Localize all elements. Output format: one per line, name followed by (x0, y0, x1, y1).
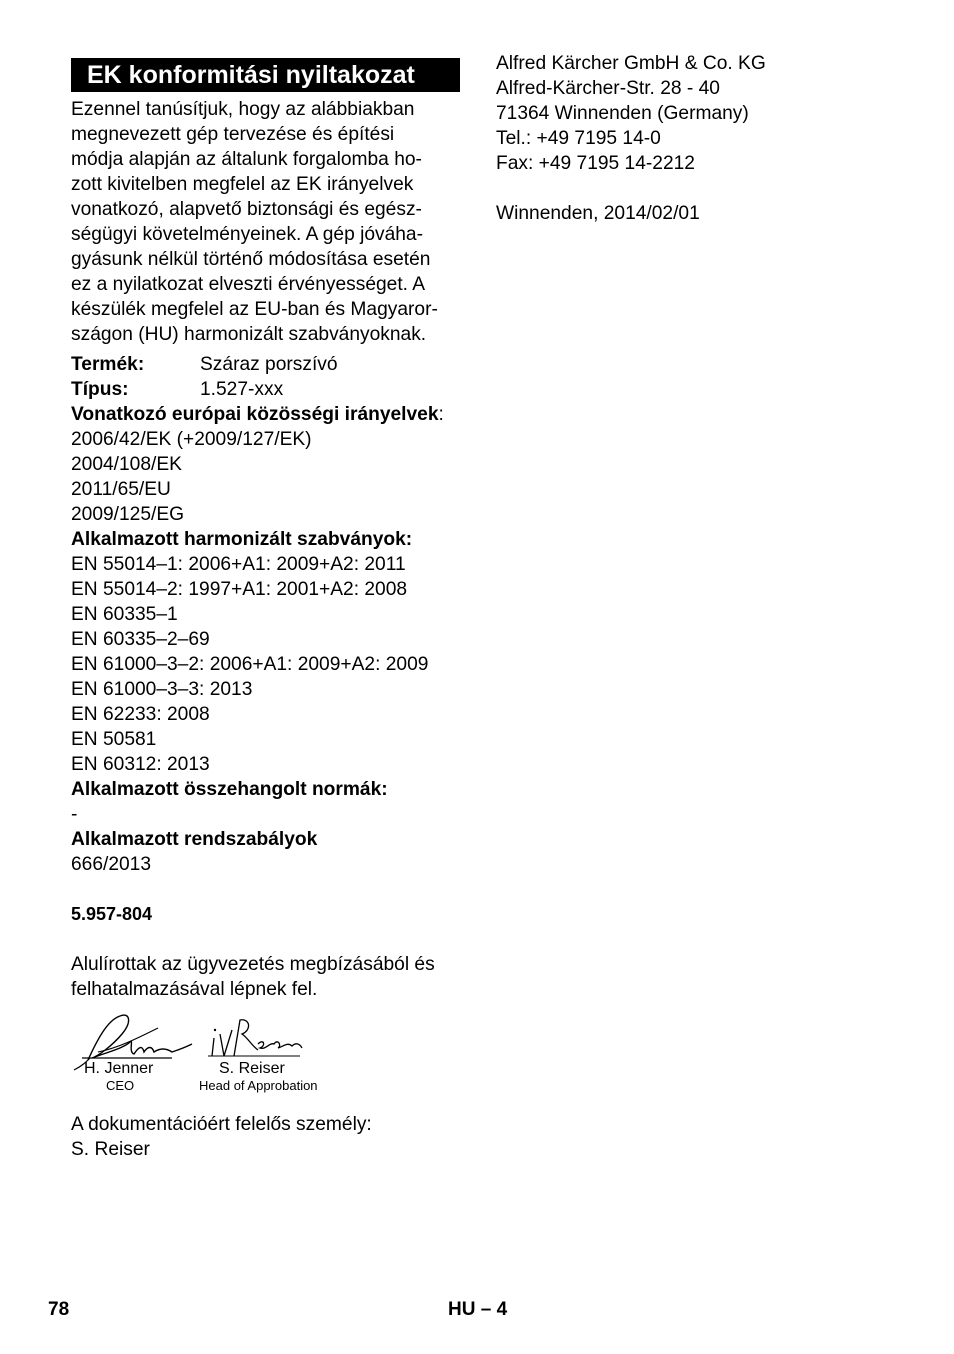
signatory-title: Head of Approbation (199, 1078, 318, 1093)
intro-line: szágon (HU) harmonizált szabványoknak. (71, 324, 427, 345)
standard-item: EN 60335–1 (71, 604, 178, 625)
signed-text-line: felhatalmazásával lépnek fel. (71, 979, 318, 1000)
intro-line: megnevezett gép tervezése és építési (71, 124, 395, 145)
intro-line: vonatkozó, alapvető biztonsági és egész- (71, 199, 422, 220)
signatory-title: CEO (106, 1078, 135, 1093)
page-number: 78 (48, 1299, 70, 1320)
signatory-name: H. Jenner (84, 1060, 154, 1077)
standard-item: EN 55014–1: 2006+A1: 2009+A2: 2011 (71, 554, 406, 575)
page-title: EK konformitási nyiltakozat (71, 58, 460, 92)
standard-item: EN 50581 (71, 729, 157, 750)
right-column (496, 51, 916, 226)
directives-heading (71, 402, 463, 427)
company-address-line: Tel.: +49 7195 14-0 (496, 128, 661, 149)
company-address-line: 71364 Winnenden (Germany) (496, 103, 749, 124)
intro-line: ségügyi követelményeinek. A gép jóváha- (71, 224, 423, 245)
type-row (71, 377, 463, 402)
product-value: Száraz porszívó (200, 354, 338, 375)
responsible-name: S. Reiser (71, 1139, 150, 1160)
intro-line: Ezennel tanúsítjuk, hogy az alábbiakban (71, 99, 415, 120)
signatory-jenner (84, 1060, 194, 1094)
company-address-line: Alfred Kärcher GmbH & Co. KG (496, 53, 766, 74)
signature-reiser-image (204, 1016, 314, 1064)
place-date: Winnenden, 2014/02/01 (496, 203, 700, 224)
directive-item: 2004/108/EK (71, 454, 182, 475)
standard-item: EN 61000–3–3: 2013 (71, 679, 253, 700)
product-row (71, 352, 463, 377)
standard-item: EN 60312: 2013 (71, 754, 210, 775)
directives-label: Vonatkozó európai közösségi irányelvek (71, 404, 439, 425)
company-address-line: Alfred-Kärcher-Str. 28 - 40 (496, 78, 720, 99)
type-label: Típus: (71, 379, 129, 400)
responsible-label: A dokumentációért felelős személy: (71, 1114, 372, 1135)
signatory-reiser (199, 1060, 339, 1094)
standard-item: EN 60335–2–69 (71, 629, 210, 650)
standards-heading: Alkalmazott harmonizált szabványok: (71, 529, 413, 550)
section-label: HU – 4 (448, 1299, 508, 1320)
directive-item: 2009/125/EG (71, 504, 185, 525)
directive-item: 2006/42/EK (+2009/127/EK) (71, 429, 312, 450)
responsible-person-block (71, 1112, 372, 1162)
regulations-value: 666/2013 (71, 854, 152, 875)
standard-item: EN 62233: 2008 (71, 704, 210, 725)
directives-colon: : (438, 404, 444, 425)
intro-line: készülék megfelel az EU-ban és Magyaror- (71, 299, 438, 320)
type-value: 1.527-xxx (200, 379, 284, 400)
document-number: 5.957-804 (71, 904, 153, 924)
intro-line: ez a nyilatkozat elveszti érvényességet. A (71, 274, 426, 295)
standard-item: EN 61000–3–2: 2006+A1: 2009+A2: 2009 (71, 654, 429, 675)
intro-line: módja alapján az általunk forgalomba ho- (71, 149, 422, 170)
company-address-line: Fax: +49 7195 14-2212 (496, 153, 695, 174)
left-column (71, 58, 463, 1002)
regulations-heading: Alkalmazott rendszabályok (71, 829, 318, 850)
product-label: Termék: (71, 354, 145, 375)
intro-line: zott kivitelben megfelel az EK irányelvek (71, 174, 414, 195)
intro-paragraph (71, 97, 463, 347)
norms-heading: Alkalmazott összehangolt normák: (71, 779, 388, 800)
intro-line: gyásunk nélkül történő módosítása esetén (71, 249, 431, 270)
standard-item: EN 55014–2: 1997+A1: 2001+A2: 2008 (71, 579, 408, 600)
norms-value: - (71, 804, 78, 825)
signed-text-line: Alulírottak az ügyvezetés megbízásából és (71, 954, 435, 975)
signatory-name: S. Reiser (219, 1060, 285, 1077)
directive-item: 2011/65/EU (71, 479, 171, 500)
